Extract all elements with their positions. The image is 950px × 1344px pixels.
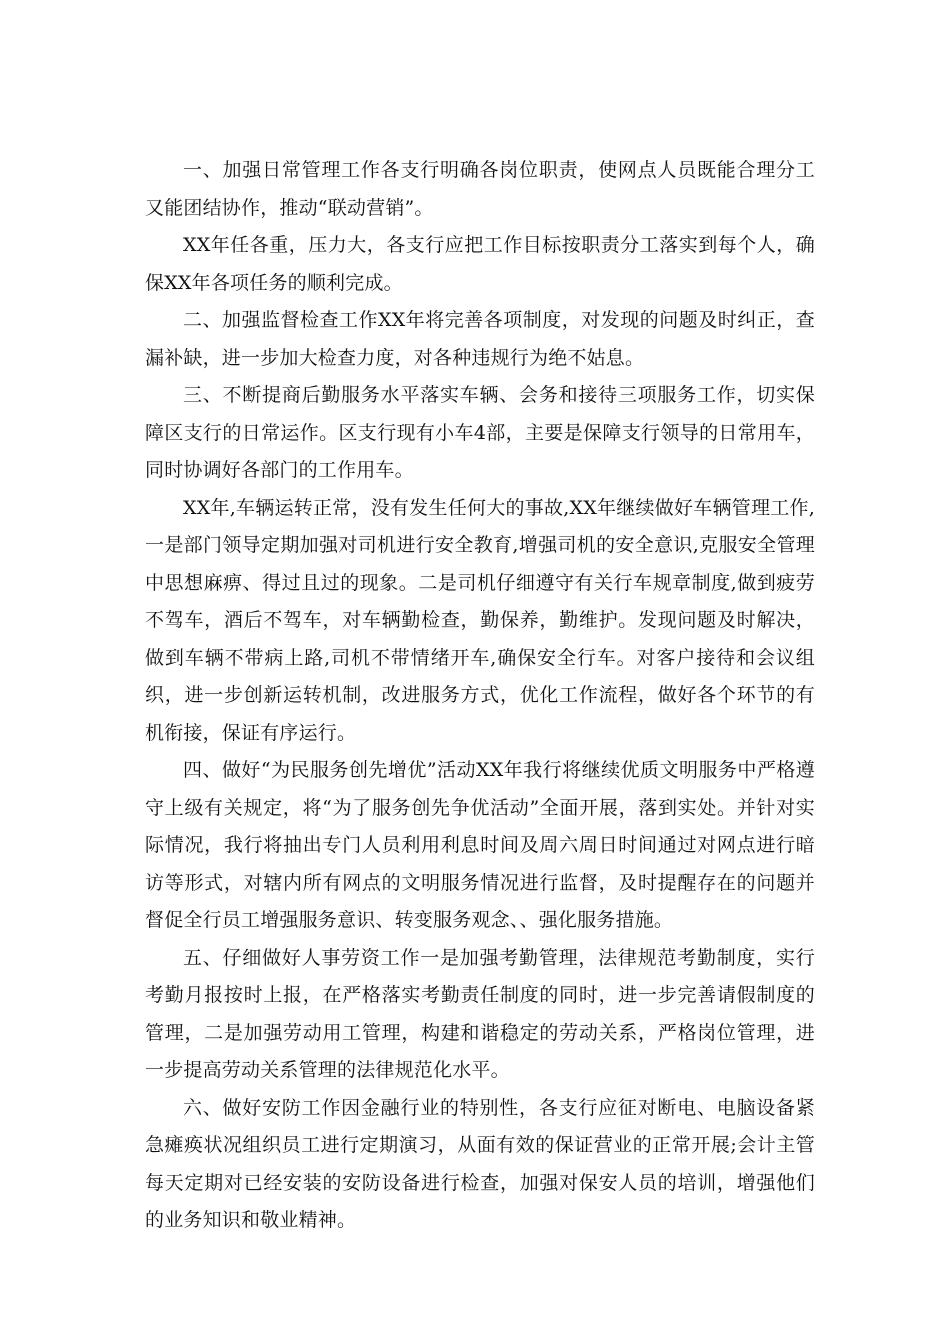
paragraph-4: 三、不断提商后勤服务水平落实车辆、会务和接待三项服务工作，切实保障区支行的日常运作。区支行现有小车4部，主要是保障支行领导的日常用车，同时协调好各部门的工作用车。 (145, 384, 815, 481)
paragraph-6: 四、做好“为民服务创先增优”活动XX年我行将继续优质文明服务中严格遵守上级有关规定，将“为了服务创先争优活动”全面开展，落到实处。并针对实际情况，我行将抽出专门人员利用利息时间及周六周日时间通过对网点进行暗访等形式，对辖内所有网点的文明服务情况进行监督，及时提醒存在的问题并督促全行员工增强服务意识、转变服务观念、、强化服务措施。 (145, 759, 815, 931)
paragraph-3: 二、加强监督检查工作XX年将完善各项制度，对发现的问题及时纠正，查漏补缺，进一步加大检查力度，对各种违规行为绝不姑息。 (145, 309, 815, 369)
paragraph-8: 六、做好安防工作因金融行业的特别性，各支行应征对断电、电脑设备紧急瘫痪状况组织员工进行定期演习，从面有效的保证营业的正常开展;会计主管每天定期对已经安装的安防设备进行检查，加强对保安人员的培训，增强他们的业务知识和敬业精神。 (145, 1096, 815, 1231)
paragraph-7: 五、仔细做好人事劳资工作一是加强考勤管理，法律规范考勤制度，实行考勤月报按时上报，在严格落实考勤责任制度的同时，进一步完善请假制度的管理，二是加强劳动用工管理，构建和谐稳定的劳动关系，严格岗位管理，进一步提高劳动关系管理的法律规范化水平。 (145, 946, 815, 1081)
document-body (145, 152, 815, 1240)
paragraph-1: 一、加强日常管理工作各支行明确各岗位职责，使网点人员既能合理分工又能团结协作，推动“联动营销”。 (145, 159, 815, 219)
paragraph-5: XX年,车辆运转正常，没有发生任何大的事故,XX年继续做好车辆管理工作,一是部门领导定期加强对司机进行安全教育,增强司机的安全意识,克服安全管理中思想麻痹、得过且过的现象。二是司机仔细遵守有关行车规章制度,做到疲劳不驾车，酒后不驾车，对车辆勤检查，勤保养，勤维护。发现问题及时解决，做到车辆不带病上路,司机不带情绪开车,确保安全行车。对客户接待和会议组织，进一步创新运转机制，改进服务方式，优化工作流程，做好各个环节的有机衔接，保证有序运行。 (145, 496, 815, 744)
paragraph-2: XX年任各重，压力大，各支行应把工作目标按职责分工落实到每个人，确保XX年各项任务的顺利完成。 (145, 234, 815, 294)
